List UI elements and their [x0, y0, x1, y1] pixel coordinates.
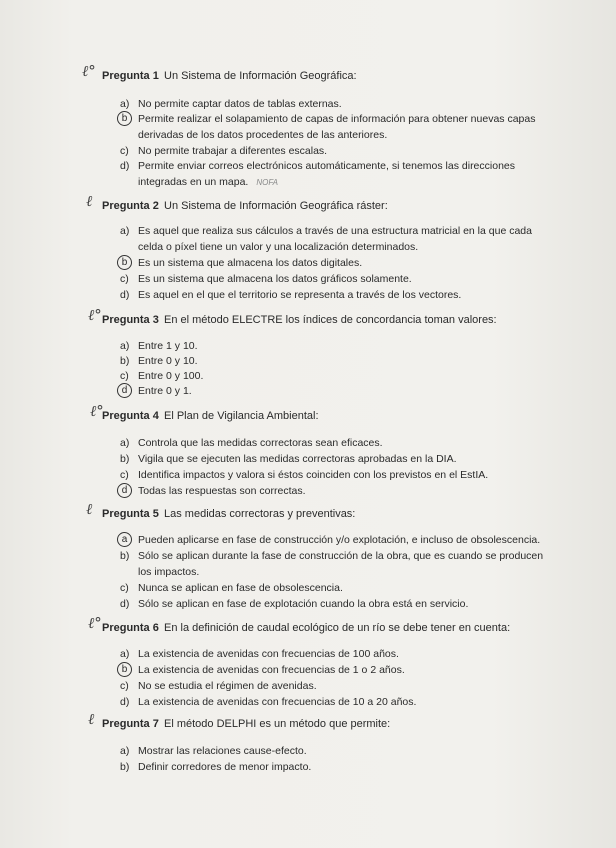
handwritten-check-mark: ℓ°	[82, 62, 96, 80]
question-number: Pregunta 7	[102, 718, 159, 730]
question-text: El método DELPHI es un método que permite:	[164, 718, 391, 730]
question-number: Pregunta 2	[102, 200, 159, 212]
question-number: Pregunta 4	[102, 410, 159, 422]
question-text: Las medidas correctoras y preventivas:	[164, 508, 356, 520]
question-text: El Plan de Vigilancia Ambiental:	[164, 410, 319, 422]
question-text: En el método ELECTRE los índices de concordancia toman valores:	[164, 314, 497, 326]
handwritten-check-mark: ℓ	[86, 192, 93, 210]
scanned-page: ℓ° Pregunta 1 Un Sistema de Información Geográfica: a) No permite captar datos de tablas externas. b Permite realizar el solapamiento de capas de información para obtener nuevas capas derivadas de los datos procedentes de las anteriores. c) No permite trabajar a diferentes escalas. d) Permite enviar correos electrónicos automáticamente, si tenemos las direcciones integradas en un mapa. NOFA ℓ Pregunta 2 Un Sistema de Información Geográfica ráster: a) Es aquel que realiza sus cálculos a través de una estructura matricial en la que cada celda o píxel tiene un valor y una localización determinados. b Es un sistema que almacena los datos digitales. c) Es un sistema que almacena los datos gráficos solamente. d) Es aquel en el que el territorio se representa a través de los vectores. ℓ° Pregunta 3 En el método ELECTRE los índices de concordancia toman valores: a) Entre 1 y 10. b) Entre 0 y 10. c) Entre 0 y 100. d Entre 0 y 1. ℓ° Pregunta 4 El Plan de Vigilancia Ambiental: a) Controla que las medidas correctoras sean eficaces. b) Vigila que se ejecuten las medidas correctoras aprobadas en la DIA. c) Identifica impactos y valora si éstos coinciden con los previstos en el EstIA. d Todas las respuestas son correctas. ℓ Pregunta 5 Las medidas correctoras y preventivas: a Pueden aplicarse en fase de construcción y/o explotación, e incluso de obsolescencia. b) Sólo se aplican durante la fase de construcción de la obra, que es cuando se producen los impactos. c) Nunca se aplican en fase de obsolescencia. d) Sólo se aplican en fase de explotación cuando la obra está en servicio. ℓ° Pregunta 6 En la definición de caudal ecológico de un río se debe tener en cuenta: a) La existencia de avenidas con frecuencias de 100 años. b La existencia de avenidas con frecuencias de 1 o 2 años. c) No se estudia el régimen de avenidas. d) La existencia de avenidas con frecuencias de 10 a 20 años. ℓ Pregunta 7 El método DELPHI es un método que permite: a) Mostrar las relaciones cause-efecto. b) Definir corredores de menor impacto.	[0, 0, 616, 848]
selected-answer-circle: b	[117, 111, 132, 126]
selected-answer-circle: d	[117, 383, 132, 398]
question-number: Pregunta 6	[102, 622, 159, 634]
selected-answer-circle: a	[117, 532, 132, 547]
handwritten-check-mark: ℓ°	[90, 402, 104, 420]
question-text: Un Sistema de Información Geográfica ráster:	[164, 200, 388, 212]
handwritten-check-mark: ℓ	[88, 710, 95, 728]
selected-answer-circle: b	[117, 662, 132, 677]
question-text: En la definición de caudal ecológico de un río se debe tener en cuenta:	[164, 622, 511, 634]
selected-answer-circle: d	[117, 483, 132, 498]
handwritten-note: NOFA	[256, 178, 278, 187]
selected-answer-circle: b	[117, 255, 132, 270]
handwritten-check-mark: ℓ°	[88, 614, 102, 632]
question-number: Pregunta 3	[102, 314, 159, 326]
question-number: Pregunta 5	[102, 508, 159, 520]
question-number: Pregunta 1	[102, 70, 159, 82]
question-text: Un Sistema de Información Geográfica:	[164, 70, 357, 82]
handwritten-check-mark: ℓ°	[88, 306, 102, 324]
handwritten-check-mark: ℓ	[86, 500, 93, 518]
